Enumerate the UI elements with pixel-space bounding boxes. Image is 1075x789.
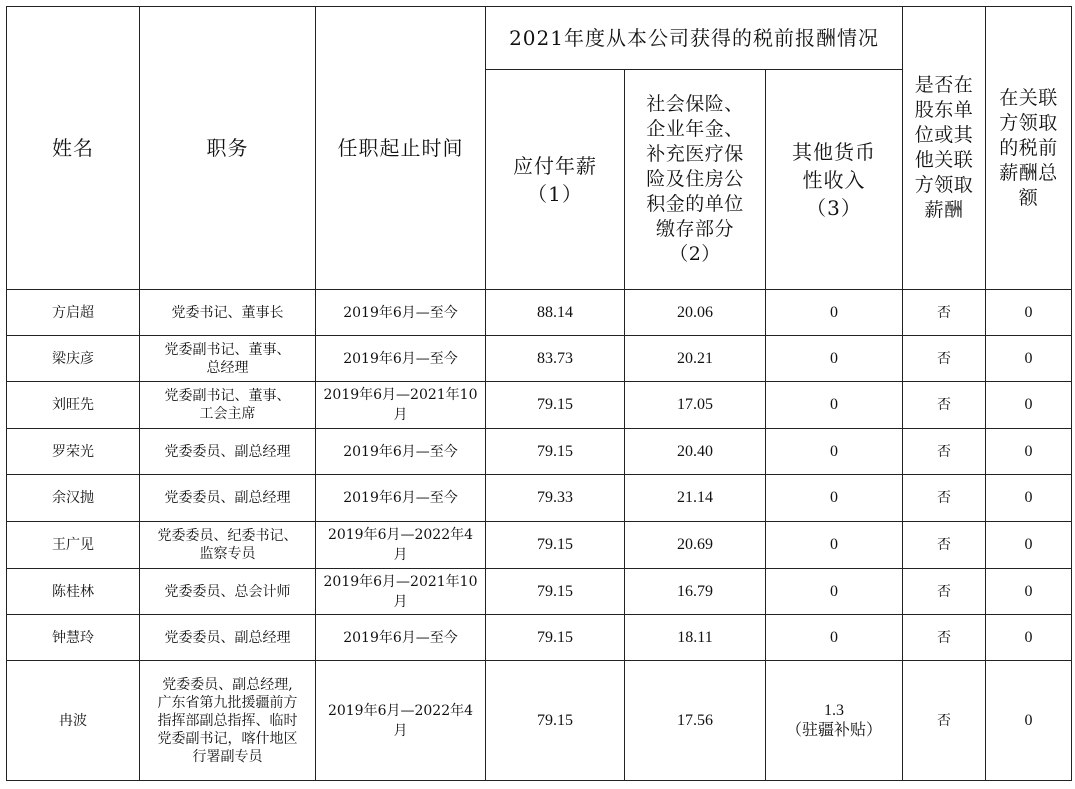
cell-name: 冉波 <box>7 661 140 781</box>
cell-term: 2019年6月—至今 <box>316 336 486 382</box>
header-term: 任职起止时间 <box>316 7 486 290</box>
cell-social: 20.69 <box>625 522 766 569</box>
cell-salary: 83.73 <box>486 336 625 382</box>
cell-other: 0 <box>766 429 903 475</box>
header-position: 职务 <box>140 7 316 290</box>
cell-other: 0 <box>766 615 903 661</box>
cell-social: 17.05 <box>625 382 766 429</box>
cell-salary: 79.15 <box>486 429 625 475</box>
cell-name: 梁庆彦 <box>7 336 140 382</box>
cell-term: 2019年6月—2021年10 月 <box>316 382 486 429</box>
cell-related: 0 <box>986 615 1072 661</box>
cell-position: 党委委员、副总经理 <box>140 429 316 475</box>
cell-other: 1.3 （驻疆补贴） <box>766 661 903 781</box>
cell-shareholder: 否 <box>903 429 986 475</box>
cell-term: 2019年6月—2022年4 月 <box>316 522 486 569</box>
header-shareholder-pay: 是否在 股东单 位或其 他关联 方领取 薪酬 <box>903 7 986 290</box>
cell-name: 钟慧玲 <box>7 615 140 661</box>
cell-shareholder: 否 <box>903 382 986 429</box>
table-row <box>7 522 1072 569</box>
cell-term: 2019年6月—至今 <box>316 615 486 661</box>
cell-salary: 79.15 <box>486 615 625 661</box>
cell-related: 0 <box>986 661 1072 781</box>
table-row <box>7 661 1072 781</box>
cell-salary: 79.15 <box>486 661 625 781</box>
cell-salary: 79.33 <box>486 475 625 522</box>
cell-social: 17.56 <box>625 661 766 781</box>
cell-term: 2019年6月—至今 <box>316 475 486 522</box>
cell-other: 0 <box>766 475 903 522</box>
table-row <box>7 290 1072 336</box>
cell-social: 20.21 <box>625 336 766 382</box>
cell-other: 0 <box>766 336 903 382</box>
compensation-table <box>6 6 1072 781</box>
cell-term: 2019年6月—2021年10 月 <box>316 569 486 615</box>
cell-other: 0 <box>766 569 903 615</box>
table-row <box>7 615 1072 661</box>
cell-related: 0 <box>986 475 1072 522</box>
cell-related: 0 <box>986 336 1072 382</box>
cell-social: 20.06 <box>625 290 766 336</box>
cell-shareholder: 否 <box>903 336 986 382</box>
header-related-pay: 在关联 方领取 的税前 薪酬总 额 <box>986 7 1072 290</box>
cell-salary: 79.15 <box>486 382 625 429</box>
table-row <box>7 429 1072 475</box>
cell-social: 16.79 <box>625 569 766 615</box>
header-pretax-group: 2021年度从本公司获得的税前报酬情况 <box>486 7 903 70</box>
cell-position: 党委委员、副总经理 <box>140 475 316 522</box>
header-social-insurance: 社会保险、 企业年金、 补充医疗保 险及住房公 积金的单位 缴存部分 （2） <box>625 70 766 290</box>
cell-related: 0 <box>986 429 1072 475</box>
cell-salary: 79.15 <box>486 522 625 569</box>
cell-position: 党委副书记、董事、 工会主席 <box>140 382 316 429</box>
cell-term: 2019年6月—至今 <box>316 429 486 475</box>
cell-name: 罗荣光 <box>7 429 140 475</box>
table-row <box>7 475 1072 522</box>
cell-term: 2019年6月—2022年4 月 <box>316 661 486 781</box>
cell-salary: 88.14 <box>486 290 625 336</box>
cell-name: 余汉抛 <box>7 475 140 522</box>
cell-social: 21.14 <box>625 475 766 522</box>
cell-related: 0 <box>986 290 1072 336</box>
table-row <box>7 569 1072 615</box>
cell-position: 党委副书记、董事、 总经理 <box>140 336 316 382</box>
cell-position: 党委委员、副总经理, 广东省第九批援疆前方 指挥部副总指挥、临时 党委副书记，喀什地区 行署副专员 <box>140 661 316 781</box>
cell-name: 王广见 <box>7 522 140 569</box>
cell-name: 刘旺先 <box>7 382 140 429</box>
cell-name: 方启超 <box>7 290 140 336</box>
cell-salary: 79.15 <box>486 569 625 615</box>
cell-social: 20.40 <box>625 429 766 475</box>
header-name: 姓名 <box>7 7 140 290</box>
cell-related: 0 <box>986 569 1072 615</box>
cell-position: 党委书记、董事长 <box>140 290 316 336</box>
cell-social: 18.11 <box>625 615 766 661</box>
cell-name: 陈桂林 <box>7 569 140 615</box>
cell-position: 党委委员、纪委书记、 监察专员 <box>140 522 316 569</box>
cell-shareholder: 否 <box>903 569 986 615</box>
cell-other: 0 <box>766 382 903 429</box>
cell-shareholder: 否 <box>903 290 986 336</box>
cell-position: 党委委员、副总经理 <box>140 615 316 661</box>
cell-position: 党委委员、总会计师 <box>140 569 316 615</box>
cell-term: 2019年6月—至今 <box>316 290 486 336</box>
header-other-income: 其他货币 性收入 （3） <box>766 70 903 290</box>
cell-shareholder: 否 <box>903 475 986 522</box>
table-row <box>7 336 1072 382</box>
cell-shareholder: 否 <box>903 522 986 569</box>
cell-related: 0 <box>986 382 1072 429</box>
cell-shareholder: 否 <box>903 661 986 781</box>
cell-related: 0 <box>986 522 1072 569</box>
cell-other: 0 <box>766 522 903 569</box>
table-row <box>7 382 1072 429</box>
header-salary: 应付年薪 （1） <box>486 70 625 290</box>
cell-shareholder: 否 <box>903 615 986 661</box>
cell-other: 0 <box>766 290 903 336</box>
